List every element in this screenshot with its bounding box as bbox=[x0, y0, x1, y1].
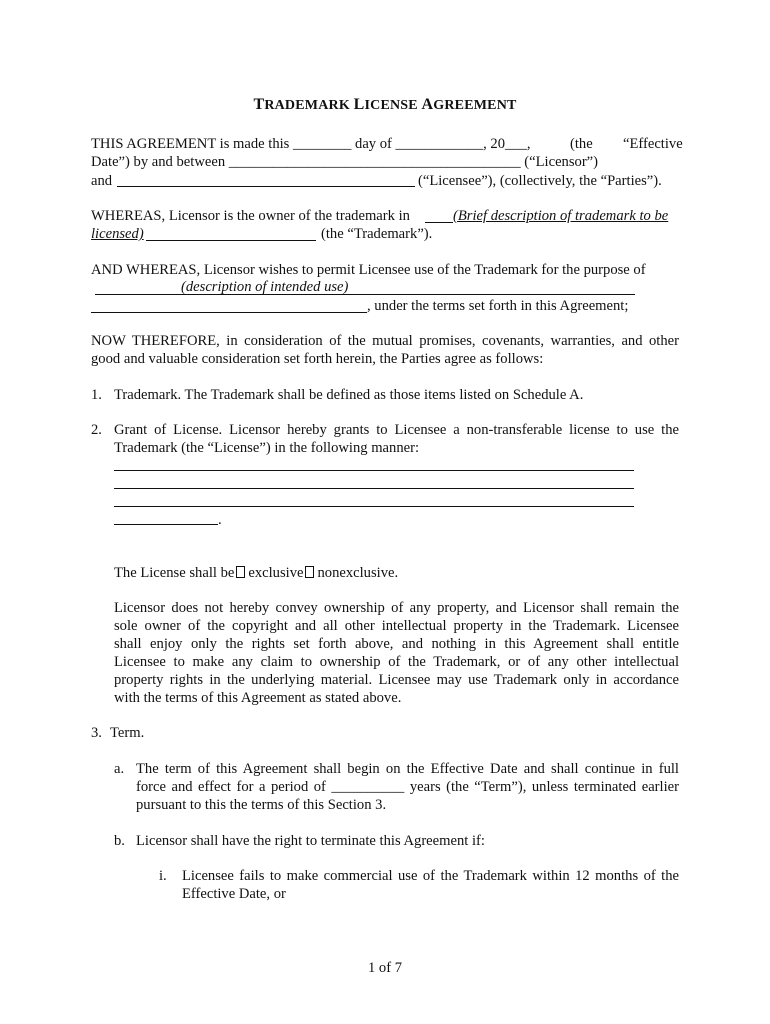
intro-line-1a: THIS AGREEMENT is made this ________ day of ____________, 20___, bbox=[91, 136, 531, 152]
section-3a-line-1: The term of this Agreement shall begin on the Effective Date and shall continue in full bbox=[136, 761, 679, 777]
whereas1-blank-tail bbox=[146, 240, 316, 241]
manner-blank-1 bbox=[114, 470, 634, 471]
nonexclusive-checkbox[interactable] bbox=[305, 566, 314, 578]
section-3bi-line-2: Effective Date, or bbox=[182, 886, 286, 902]
section-3-number: 3. bbox=[91, 725, 102, 741]
intended-use-placeholder: (description of intended use) bbox=[181, 279, 349, 295]
licensee-blank bbox=[117, 186, 415, 187]
section-3b-label: b. bbox=[114, 833, 125, 849]
section-2-number: 2. bbox=[91, 422, 102, 438]
section-3b-text: Licensor shall have the right to terminate this Agreement if: bbox=[136, 833, 485, 849]
manner-blank-end: . bbox=[218, 512, 222, 528]
manner-blank-2 bbox=[114, 488, 634, 489]
section-2-line-1: Grant of License. Licensor hereby grants to Licensee a non-transferable license to use the bbox=[114, 422, 679, 438]
section-2-line-2: Trademark (the “License”) in the following manner: bbox=[114, 440, 420, 456]
license-type-line bbox=[114, 564, 398, 582]
section-1-number: 1. bbox=[91, 387, 102, 403]
manner-blank-3 bbox=[114, 506, 634, 507]
document-title: TRADEMARK LICENSE AGREEMENT bbox=[253, 96, 517, 113]
section-1-text: Trademark. The Trademark shall be defined as those items listed on Schedule A. bbox=[114, 387, 584, 403]
intended-use-blank-2 bbox=[91, 312, 367, 313]
intro-line-3a: and bbox=[91, 173, 113, 189]
section-3-heading: Term. bbox=[110, 725, 145, 741]
ownership-para-line-3: shall enjoy only the rights set forth above, and nothing in this Agreement shall entitle bbox=[114, 636, 679, 652]
now-therefore-line-2: good and valuable consideration set forth herein, the Parties agree as follows: bbox=[91, 351, 544, 367]
intro-line-3b: (“Licensee”), (collectively, the “Parties”). bbox=[418, 173, 662, 189]
intro-line-1b: (the bbox=[570, 136, 593, 152]
exclusive-checkbox[interactable] bbox=[236, 566, 245, 578]
section-3a-label: a. bbox=[114, 761, 125, 777]
ownership-para-line-5: property rights in the underlying material. Licensee may use Trademark only in accordance bbox=[114, 672, 679, 688]
now-therefore-line-1: NOW THEREFORE, in consideration of the mutual promises, covenants, warranties, and other bbox=[91, 333, 679, 349]
section-3a-line-3: pursuant to this the terms of this Section 3. bbox=[136, 797, 387, 813]
ownership-para-line-6: with the terms of this Agreement as stated above. bbox=[114, 690, 402, 706]
intro-line-1c: “Effective bbox=[623, 136, 683, 152]
license-type-prefix: The License shall be bbox=[114, 565, 235, 581]
exclusive-label: exclusive bbox=[248, 565, 304, 581]
nonexclusive-label: nonexclusive. bbox=[317, 565, 399, 581]
ownership-para-line-4: Licensee to make any claim to ownership of the Trademark, or of any other intellectual bbox=[114, 654, 679, 670]
intended-use-blank bbox=[95, 294, 635, 295]
whereas2-line-1: AND WHEREAS, Licensor wishes to permit Licensee use of the Trademark for the purpose of bbox=[91, 262, 646, 278]
ownership-para-line-2: sole owner of the copyright and all other intellectual property in the Trademark. Licensee bbox=[114, 618, 679, 634]
page-number: 1 of 7 bbox=[367, 960, 403, 976]
trademark-description-placeholder-cont: licensed) bbox=[91, 226, 144, 242]
manner-blank-4 bbox=[114, 524, 218, 525]
whereas1-blank-lead bbox=[425, 222, 453, 223]
ownership-para-line-1: Licensor does not hereby convey ownership of any property, and Licensor shall remain the bbox=[114, 600, 679, 616]
whereas2-line-3: , under the terms set forth in this Agreement; bbox=[367, 298, 629, 314]
section-3a-line-2: force and effect for a period of __________ years (the “Term”), unless terminated earlier bbox=[136, 779, 679, 795]
section-3bi-line-1: Licensee fails to make commercial use of the Trademark within 12 months of the bbox=[182, 868, 679, 884]
intro-line-2: Date”) by and between ________________________________________ (“Licensor”) bbox=[91, 154, 599, 170]
section-3bi-label: i. bbox=[159, 868, 167, 884]
trademark-description-placeholder: (Brief description of trademark to be bbox=[453, 208, 669, 224]
whereas1-line-2b: (the “Trademark”). bbox=[321, 226, 433, 242]
whereas1-line-1a: WHEREAS, Licensor is the owner of the trademark in bbox=[91, 208, 410, 224]
